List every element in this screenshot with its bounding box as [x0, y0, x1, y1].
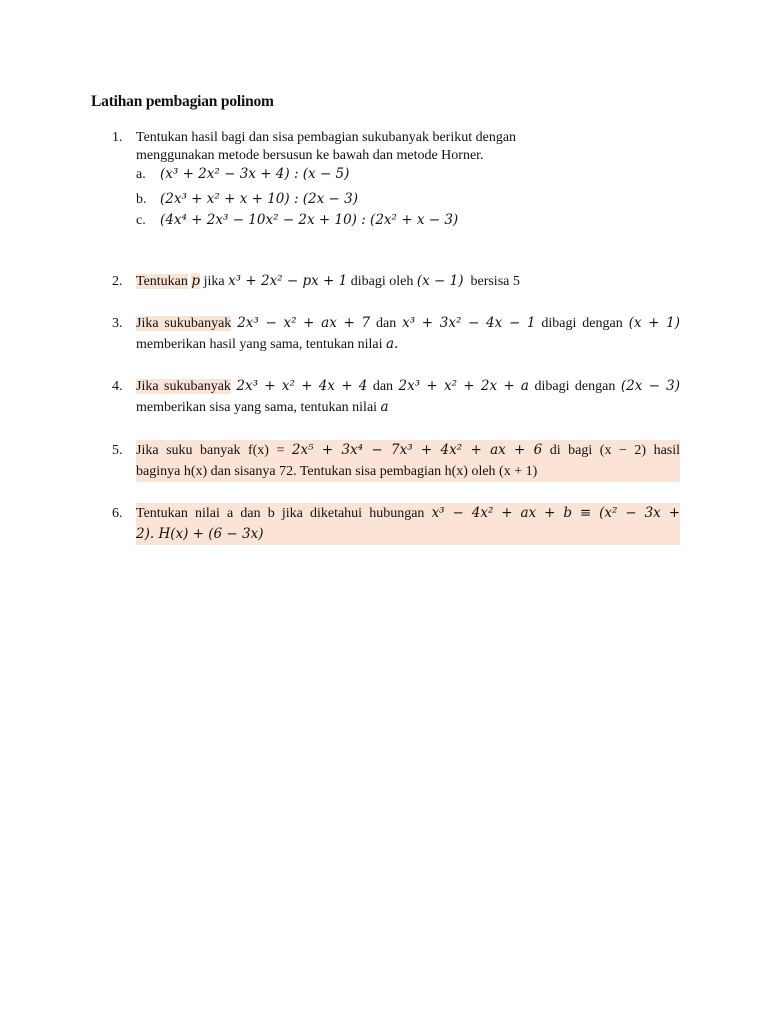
- question-2-line-1: [136, 271, 680, 292]
- question-6-line-2: 2). H(x) + (6 − 3x): [136, 526, 264, 542]
- subquestion-label: b.: [136, 192, 147, 207]
- question-4: [112, 376, 680, 418]
- variable-a: a: [380, 399, 389, 415]
- question-3-line-1: [136, 313, 680, 334]
- divisor-expression: (2x − 3): [620, 378, 681, 394]
- subquestion-expression: (4x⁴ + 2x³ − 10x² − 2x + 10) : (2x² + x − 3): [160, 212, 459, 228]
- subquestion-label: a.: [136, 167, 146, 182]
- text-segment: dibagi oleh: [350, 274, 414, 289]
- subquestion-expression: (2x³ + x² + x + 10) : (2x − 3): [160, 191, 358, 207]
- subquestion-b: [136, 189, 680, 210]
- polynomial-expression: 2x³ + x² + 2x + a: [398, 378, 529, 394]
- question-1-line-1: Tentukan hasil bagi dan sisa pembagian sukubanyak berikut dengan: [136, 130, 517, 145]
- highlighted-text: Jika sukubanyak: [136, 379, 231, 394]
- polynomial-expression: x³ + 2x² − px + 1: [228, 273, 348, 289]
- question-3: [112, 313, 680, 355]
- question-2: [112, 271, 680, 292]
- text-segment: dan: [375, 316, 397, 331]
- subquestion-label: c.: [136, 213, 146, 228]
- text-segment: dibagi dengan: [541, 316, 623, 331]
- divisor-expression: (x + 1): [628, 315, 681, 331]
- text-segment: jika: [203, 274, 225, 289]
- highlighted-text: Jika sukubanyak: [136, 316, 232, 331]
- divisor-expression: (x − 1): [416, 273, 464, 289]
- text-segment: Tentukan nilai a dan b jika diketahui hubungan: [136, 506, 425, 521]
- page-title: Latihan pembagian polinom: [91, 93, 274, 110]
- question-6-line-1: [136, 503, 680, 524]
- polynomial-expression: 2x³ − x² + ax + 7: [237, 315, 371, 331]
- polynomial-expression: 2x³ + x² + 4x + 4: [236, 378, 368, 394]
- text-segment: di bagi (x − 2) hasil: [549, 443, 681, 458]
- question-1-line-2: menggunakan metode bersusun ke bawah dan metode Horner.: [136, 148, 484, 163]
- text-segment: memberikan sisa yang sama, tentukan nilai: [136, 400, 378, 415]
- question-number: 3.: [112, 316, 123, 331]
- subquestion-c: [136, 210, 680, 231]
- question-number: 6.: [112, 506, 123, 521]
- highlighted-text: Tentukan: [136, 274, 188, 289]
- text-segment: Jika suku banyak f(x) =: [136, 443, 285, 458]
- question-1: [112, 127, 680, 231]
- question-number: 1.: [112, 130, 123, 145]
- question-4-line-1: [136, 376, 680, 397]
- highlighted-block: [136, 503, 680, 545]
- question-5: [112, 440, 680, 482]
- variable-a: a.: [385, 336, 399, 352]
- subquestion-a: [136, 164, 680, 185]
- text-segment: dibagi dengan: [534, 379, 616, 394]
- polynomial-expression: 2x⁵ + 3x⁴ − 7x³ + 4x² + ax + 6: [291, 442, 543, 458]
- polynomial-expression: x³ + 3x² − 4x − 1: [402, 315, 536, 331]
- subquestion-expression: (x³ + 2x² − 3x + 4) : (x − 5): [160, 166, 350, 182]
- question-number: 4.: [112, 379, 123, 394]
- question-number: 5.: [112, 443, 123, 458]
- text-segment: bersisa 5: [470, 274, 520, 289]
- text-segment: dan: [372, 379, 394, 394]
- question-3-line-2: [136, 334, 680, 355]
- polynomial-expression: x³ − 4x² + ax + b ≡ (x² − 3x +: [431, 505, 681, 521]
- variable-p: p: [191, 273, 201, 289]
- text-segment: memberikan hasil yang sama, tentukan nilai: [136, 337, 383, 352]
- question-5-line-1: [136, 440, 680, 461]
- question-number: 2.: [112, 274, 123, 289]
- question-4-line-2: [136, 397, 680, 418]
- question-6: [112, 503, 680, 545]
- highlighted-block: [136, 440, 680, 482]
- question-5-line-2: baginya h(x) dan sisanya 72. Tentukan sisa pembagian h(x) oleh (x + 1): [136, 464, 538, 479]
